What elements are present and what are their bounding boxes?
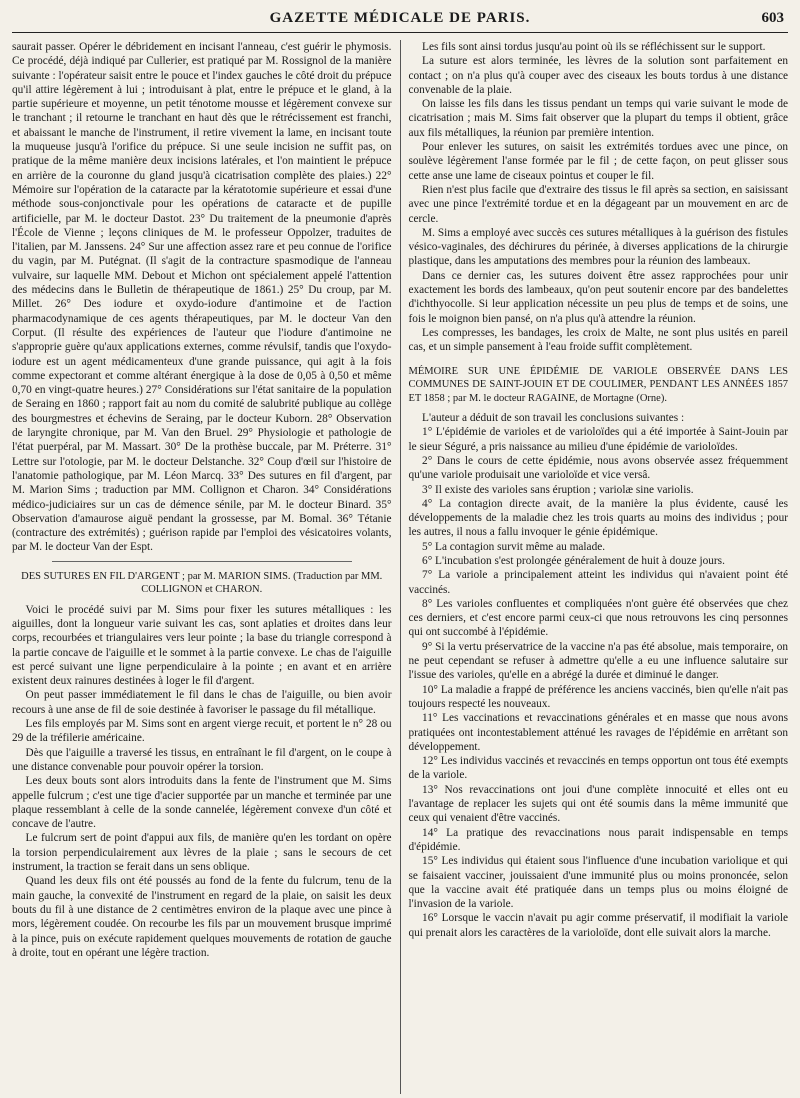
paragraph: Voici le procédé suivi par M. Sims pour fixer les sutures métalliques : les aiguilles, dont la longueur varie suivant les cas, sont aplaties et droites dans leur corps, recourbées et triangulaires vers leur pointe ; la base du triangle correspond à la partie concave de l'aiguille et le sommet à la partie convexe. Le chas de l'aiguille est percé suivant une ligne perpendiculaire à la pointe ; en avant et en arrière existent deux rainures destinées à loger le fil d'argent. (12, 603, 392, 688)
paragraph: Les deux bouts sont alors introduits dans la fente de l'instrument que M. Sims appelle fulcrum ; c'est une tige d'acier supportée par un manche et terminée par une plaque ressemblant à celle de la sonde cannelée, légèrement convexe d'un côté et concave de l'autre. (12, 775, 392, 831)
paragraph: M. Sims a employé avec succès ces sutures métalliques à la guérison des fistules vésico-vaginales, des déchirures du périnée, à diverses applications de la chirurgie plastique, dans les amputations des membres pour la réunion des lambeaux. (408, 226, 788, 268)
paragraph: La suture est alors terminée, les lèvres de la solution sont parfaitement en contact ; on n'a plus qu'à couper avec des ciseaux les bouts tordus à une distance convenable de la plaie. (408, 55, 788, 96)
conclusion-item: 13° Nos revaccinations ont joui d'une complète innocuité et elles ont eu l'avantage de replacer les sujets qui ont été soumis dans la même immunité que ceux qui venaient d'être vaccinés. (408, 783, 788, 825)
paragraph: Dans ce dernier cas, les sutures doivent être assez rapprochées pour unir exactement les bords des lambeaux, qu'on peut soutenir encore par des bandelettes d'ichthyocolle. Si leur application nécessite un peu plus de temps et de soins, une fois le moignon bien pansé, on n'a plus qu'à attendre la réunion. (408, 269, 788, 325)
section-title-sutures: DES SUTURES EN FIL D'ARGENT ; par M. MARION SIMS. (Traduction par MM. COLLIGNON et CHARON. (21, 570, 383, 596)
section-divider (52, 561, 352, 562)
conclusion-item: 6° L'incubation s'est prolongée généralement de huit à douze jours. (422, 555, 725, 567)
page-number: 603 (761, 10, 784, 26)
section-title-variole: MÉMOIRE SUR UNE ÉPIDÉMIE DE VARIOLE OBSERVÉE DANS LES COMMUNES DE SAINT-JOUIN ET DE COULIMER, PENDANT LES ANNÉES 1857 ET 1858 ; par M. le docteur RAGAINE, de Mortagne (Orne). (408, 365, 788, 404)
conclusion-item: 10° La maladie a frappé de préférence les anciens vaccinés, bien qu'elle n'ait pas toujours respecté les nouveaux. (408, 683, 788, 710)
text-columns (12, 40, 788, 1094)
paragraph: On laisse les fils dans les tissus pendant un temps qui varie suivant le mode de cicatrisation ; mais M. Sims fait observer que la plupart du temps il obtient, grâce aux fils métalliques, la réunion par première intention. (408, 98, 788, 139)
conclusion-item: 12° Les individus vaccinés et revaccinés en temps opportun ont tous été exempts de la variole. (408, 755, 788, 782)
conclusion-item: 2° Dans le cours de cette épidémie, nous avons observée assez fréquemment qu'une variole produisait une varioloïde et vice versâ. (408, 454, 788, 482)
intro-paragraph: L'auteur a déduit de son travail les conclusions suivantes : (422, 412, 685, 425)
conclusion-item: 4° La contagion directe avait, de la manière la plus évidente, causé les développements de la maladie chez les trois quarts au moins des individus ; pour les autres, il nous a fallu invoquer le génie épidémique. (408, 497, 788, 539)
paragraph: Les fils employés par M. Sims sont en argent vierge recuit, et portent le n° 28 ou 29 de la tréfilerie américaine. (12, 718, 392, 745)
conclusion-item: 14° La pratique des revaccinations nous parait indispensable en temps d'épidémie. (408, 826, 788, 853)
right-column (400, 40, 789, 1094)
paragraph: Quand les deux fils ont été poussés au fond de la fente du fulcrum, tenu de la main gauche, la convexité de l'instrument en regard de la plaie, on saisit les deux bouts du fil à une distance de 2 centimètres environ de la plaque avec une pince à mors, légèrement coudée. On recourbe les fils par un mouvement brusque imprimé à la pince, puis on exécute rapidement quelques mouvements de rotation de gauche à droite, tout en opérant une légère traction. (12, 875, 392, 959)
page-header (12, 0, 788, 33)
conclusion-item: 3° Il existe des varioles sans éruption ; variolæ sine variolis. (422, 483, 694, 496)
conclusion-item: 11° Les vaccinations et revaccinations générales et en masse que nous avons pratiquées ont incontestablement atténué les ravages de l'épidémie en arrêtant son développement. (408, 712, 788, 753)
paragraph: Dès que l'aiguille a traversé les tissus, en entraînant le fil d'argent, on le coupe à une distance convenable pour pouvoir opérer la torsion. (12, 746, 392, 773)
conclusion-item: 9° Si la vertu préservatrice de la vaccine n'a pas été absolue, mais temporaire, on ne peut cependant se refuser à admettre qu'elle a eu une influence salutaire sur l'issue des varioles, qu'elle en a abrégé la durée et diminué le danger. (408, 640, 788, 682)
conclusion-item: 8° Les varioles confluentes et compliquées n'ont guère été observées que chez ces derniers, et c'est encore parmi ceux-ci que nous retrouvons les cinq personnes qui ont succombé à l'épidémie. (408, 597, 788, 639)
paragraph: Les compresses, les bandages, les croix de Malte, ne sont plus usités en pareil cas, et un simple pansement à l'eau froide suffit complètement. (408, 326, 788, 354)
conclusion-item: 5° La contagion survit même au malade. (422, 540, 606, 553)
paragraph: Rien n'est plus facile que d'extraire des tissus le fil après sa section, en saisissant avec une pince l'extrémité tordue et en la dégageant par un mouvement en arc de cercle. (408, 183, 788, 225)
conclusion-item: 15° Les individus qui étaient sous l'influence d'une incubation variolique et qui se faisaient vacciner, jouissaient d'une immunité plus ou moins prononcée, selon que la vaccine avait été pratiquée dans un temps plus ou moins éloigné de l'invasion de la variole. (408, 855, 788, 911)
paragraph: Le fulcrum sert de point d'appui aux fils, de manière qu'en les tordant on opère la torsion perpendiculairement aux lèvres de la plaie ; sans le secours de cet instrument, la traction se ferait dans un sens oblique. (12, 832, 392, 874)
conclusion-item: 7° La variole a principalement atteint les individus qui n'avaient point été vaccinés. (408, 569, 788, 596)
conclusion-item: 16° Lorsque le vaccin n'avait pu agir comme préservatif, il modifiait la variole qui prenait alors les caractères de la varioloïde, dont elle suivait alors la marche. (408, 912, 788, 939)
paragraph: Les fils sont ainsi tordus jusqu'au point où ils se réfléchissent sur le support. (422, 41, 766, 53)
journal-title: GAZETTE MÉDICALE DE PARIS. (269, 10, 531, 26)
conclusion-item: 1° L'épidémie de varioles et de varioloïdes qui a été importée à Saint-Jouin par le sieur Séguré, a pris naissance au milieu d'une épidémie de varioloïdes. (408, 426, 788, 453)
bibliography-paragraph: saurait passer. Opérer le débridement en incisant l'anneau, c'est guérir le phymosis. Ce procédé, déjà indiqué par Cullerier, est pratiqué par M. Rossignol de la manière suivante : l'opérateur saisit entre le pouce et l'index gauches le côté droit du prépuce qu'il attire légèrement à lui ; introduisant à plat, entre le prépuce et le gland, à la partie supérieure et moyenne, un petit ténotome mousse et légèrement convexe sur le tranchant ; il retourne le tranchant en haut dès que le rétrécissement est franchi, et abaissant le manche de l'instrument, il retire vivement la lame, en incisant toute la muqueuse jusqu'à l'orifice du prépuce. Si une seule incision ne suffit pas, on pratique de la même manière deux incisions latérales, et l'on maintient le prépuce en arrière de la couronne du gland jusqu'à cicatrisation complète des plaies.) 22° Mémoire sur l'opération de la cataracte par la kératotomie supérieure et essai d'une méthode sous-conjonctivale pour les opérations de cataracte et de pupille artificielle, par M. le docteur Dastot. 23° Du traitement de la pneumonie d'après l'École de Vienne ; leçons cliniques de M. le professeur Oppolzer, traduites de l'italien, par M. Janssens. 24° Sur une affection assez rare et peu connue de l'orifice du vagin, par M. Putégnat. (Il s'agit de la contracture spasmodique de l'anneau vulvaire, sur laquelle MM. Debout et Michon ont spécialement appelé l'attention des médecins dans le Bulletin de thérapeutique de 1861.) 25° Du croup, par M. Millet. 26° Des iodure et oxydo-iodure d'antimoine et de l'action pharmacodynamique de ces agents thérapeutiques, par M. le docteur Van den Corput. (Il résulte des expériences de l'auteur que l'iodure d'antimoine ne s'approprie guère qu'aux applications externes, comme révulsif, tandis que l'oxydo-iodure est un agent médicamenteux d'une grande puissance, qui agit à la fois comme expectorant et comme altérant énergique à la dose de 0,05 à 0,50 et même 0,70 en vingt-quatre heures.) 27° Considérations sur l'état sanitaire de la population de Seraing en 1860 ; rapport fait au nom du comité de salubrité publique au collège des bourgmestres et échevins de Seraing, par le docteur Kuborn. 28° Observation de laryngite chronique, par M. Van den Bruel. 29° Physiologie et pathologie de l'état puerpéral, par M. Massart. 30° De la prothèse buccale, par M. Préterre. 31° Lettre sur l'otologie, par M. le docteur Delstanche. 32° Coup d'œil sur l'histoire de l'anatomie pathologique, par M. Léon Marcq. 33° Des sutures en fil d'argent, par M. Marion Sims ; traduction par MM. Collignon et Charon. 34° Considérations médico-judiciaires sur un cas de démence sénile, par M. le docteur Binard. 35° Observation d'amaurose aiguë pendant la grossesse, par M. Bomal. 36° Tétanie (contracture des extrémités) ; guérison rapide par l'emploi des vésicatoires volants, par M. le docteur Van der Espt. (12, 41, 392, 554)
paragraph: On peut passer immédiatement le fil dans le chas de l'aiguille, ou bien avoir recours à une anse de fil de soie destinée à favoriser le passage du fil métallique. (12, 689, 392, 716)
left-column (12, 40, 400, 1094)
paragraph: Pour enlever les sutures, on saisit les extrémités tordues avec une pince, on soulève légèrement l'anse formée par le fil ; de cette façon, on peut glisser sous cette anse une lame de ciseaux pointus et couper le fil. (408, 141, 788, 182)
